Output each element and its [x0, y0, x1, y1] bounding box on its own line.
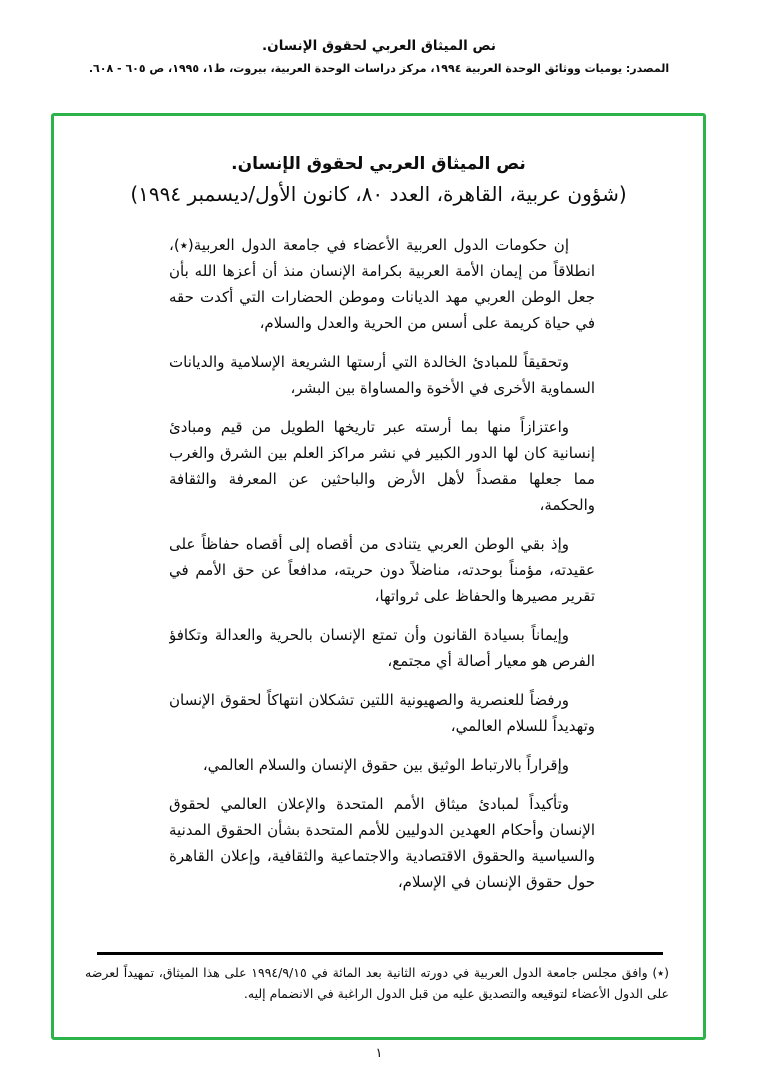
page-header-title: نص الميثاق العربي لحقوق الإنسان.: [262, 38, 496, 54]
preamble-paragraph: إن حكومات الدول العربية الأعضاء في جامعة الدول العربية(٭)، انطلاقاً من إيمان الأمة العربية بكرامة الإنسان منذ أن أعزها الله بأن جعل الوطن العربي مهد الديانات وموطن الحضارات التي أكدت حقه في حياة كريمة على أسس من الحرية والعدل والسلام،: [169, 236, 595, 332]
document-body: [169, 232, 595, 946]
document-frame: [51, 113, 706, 1040]
preamble-paragraph: وإيماناً بسيادة القانون وأن تمتع الإنسان بالحرية والعدالة وتكافؤ الفرص هو معيار أصالة أي مجتمع،: [169, 626, 595, 670]
document-subtitle: (شؤون عربية، القاهرة، العدد ٨٠، كانون الأول/ديسمبر ١٩٩٤): [130, 182, 627, 206]
source-citation-line: المصدر: يوميات ووثائق الوحدة العربية ١٩٩٤، مركز دراسات الوحدة العربية، بيروت، ط١، ١٩٩٥، ص ٦٠٥ - ٦٠٨.: [88, 62, 670, 75]
preamble-paragraph: وإذ بقي الوطن العربي يتنادى من أقصاه إلى أقصاه حفاظاً على عقيدته، مؤمناً بوحدته، مناضلاً دون حريته، مدافعاً عن حق الأمم في تقرير مصيرها والحفاظ على ثرواتها،: [169, 535, 595, 605]
preamble-paragraph: واعتزازاً منها بما أرسته عبر تاريخها الطويل من قيم ومبادئ إنسانية كان لها الدور الكبير في نشر مراكز العلم بين الشرق والغرب مما جعلها مقصداً لأهل الأرض والباحثين عن المعرفة والثقافة والحكمة،: [169, 418, 595, 514]
document-title: نص الميثاق العربي لحقوق الإنسان.: [231, 154, 526, 174]
preamble-paragraph: ورفضاً للعنصرية والصهيونية اللتين تشكلان انتهاكاً لحقوق الإنسان وتهديداً للسلام العالمي،: [169, 691, 595, 735]
preamble-paragraph: وتأكيداً لمبادئ ميثاق الأمم المتحدة والإعلان العالمي لحقوق الإنسان وأحكام العهدين الدوليين للأمم المتحدة بشأن الحقوق المدنية والسياسية والحقوق الاقتصادية والاجتماعية والثقافية، وإعلان القاهرة حول حقوق الإنسان في الإسلام،: [169, 795, 595, 891]
footnote: (٭) وافق مجلس جامعة الدول العربية في دورته الثانية بعد المائة في ١٩٩٤/٩/١٥ على هذا الميثاق، تمهيداً لعرضه على الدول الأعضاء لتوقيعه والتصديق عليه من قبل الدول الراغبة في الانضمام إليه.: [85, 965, 669, 1001]
preamble-paragraph: وإقراراً بالارتباط الوثيق بين حقوق الإنسان والسلام العالمي،: [202, 756, 569, 774]
footnote-divider: [97, 952, 663, 955]
page-number: ١: [375, 1046, 383, 1061]
preamble-paragraph: وتحقيقاً للمبادئ الخالدة التي أرستها الشريعة الإسلامية والديانات السماوية الأخرى في الأخوة والمساواة بين البشر،: [169, 353, 595, 397]
page-header: [0, 38, 758, 75]
